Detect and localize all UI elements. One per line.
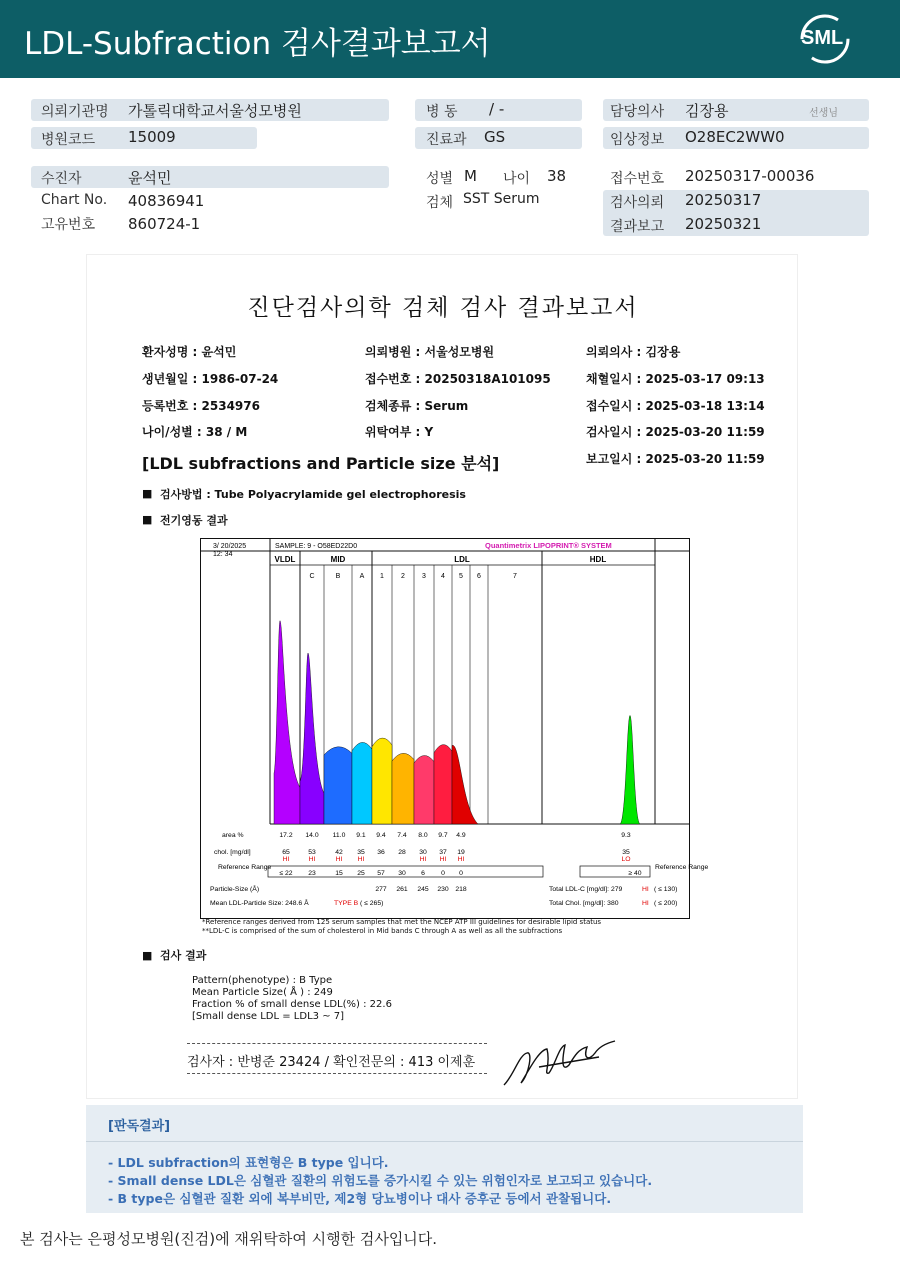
- row-label: Reference Range: [218, 864, 272, 871]
- ref-value: 57: [377, 870, 385, 877]
- ref-value: 25: [357, 870, 365, 877]
- ref-value: 15: [335, 870, 343, 877]
- area-value: 9.4: [376, 832, 386, 839]
- ref-value: 23: [308, 870, 316, 877]
- type-b: TYPE B: [334, 900, 359, 907]
- doctor-suffix: 선생님: [809, 108, 838, 119]
- report-field: 등록번호 : 2534976: [142, 399, 260, 413]
- band-label: 7: [513, 573, 517, 580]
- total-ldl-c: Total LDL-C [mg/dl]: 279: [549, 886, 623, 893]
- code-value: 15009: [128, 128, 176, 146]
- group-label: HDL: [589, 555, 607, 564]
- group-label: LDL: [454, 555, 470, 564]
- flag-value: HI: [357, 856, 365, 863]
- method-text: 검사방법 : Tube Polyacrylamide gel electrophoresis: [160, 488, 466, 501]
- band-label: 5: [459, 573, 463, 580]
- result-bullet: ■: [142, 949, 153, 962]
- receipt-label: 접수번호: [610, 171, 665, 187]
- row-label: area %: [222, 832, 244, 839]
- chol-value: 36: [377, 849, 385, 856]
- ref-value: 0: [441, 870, 445, 877]
- chol-value: 28: [398, 849, 406, 856]
- report-label: 결과보고: [610, 219, 665, 235]
- flag-value: HI: [419, 856, 427, 863]
- chart-title: Quantimetrix LIPOPRINT® SYSTEM: [485, 541, 612, 550]
- footnote: *Reference ranges derived from 125 serum samples that met the NCEP ATP III guidelines for desirable lipid status: [202, 918, 602, 926]
- method-bullet: ■: [142, 487, 153, 500]
- clinical-label: 임상정보: [610, 132, 665, 148]
- chol-value: 35: [357, 849, 365, 856]
- chol-value: 42: [335, 849, 343, 856]
- result-line: Mean Particle Size( Å ) : 249: [192, 987, 333, 998]
- lipoprint-chart: [200, 538, 709, 938]
- type-b-ref: ( ≤ 265): [360, 900, 384, 907]
- chart-time: 12: 34: [213, 551, 233, 558]
- band-label: C: [309, 573, 315, 580]
- result-heading: 검사 결과: [160, 949, 207, 962]
- group-label: MID: [330, 555, 346, 564]
- report-field: 검사일시 : 2025-03-20 11:59: [586, 425, 765, 439]
- chol-value: 35: [622, 849, 630, 856]
- ward-label: 병 동: [426, 104, 458, 120]
- report-subtitle: [LDL subfractions and Particle size 분석]: [142, 454, 500, 473]
- dept-label: 진료과: [426, 132, 467, 148]
- band-label: 6: [477, 573, 481, 580]
- mean-ldl-size: Mean LDL-Particle Size: 248.6 Å: [210, 900, 309, 907]
- area-value: 14.0: [305, 832, 319, 839]
- chol-value: 53: [308, 849, 316, 856]
- id-label: 고유번호: [41, 217, 96, 233]
- report-value: 20250321: [685, 215, 762, 233]
- embedded-report: [86, 254, 798, 1099]
- flag-value: LO: [621, 856, 631, 863]
- dept-value: GS: [484, 128, 506, 146]
- total-ldl-ref: ( ≤ 130): [654, 886, 678, 893]
- particle-size: 218: [455, 886, 467, 893]
- total-chol: Total Chol. [mg/dl]: 380: [549, 900, 619, 907]
- group-label: VLDL: [274, 555, 296, 564]
- request-value: 20250317: [685, 191, 762, 209]
- peak-4: [434, 745, 452, 824]
- peak-2: [392, 753, 414, 824]
- total-ldl-flag: HI: [642, 886, 649, 893]
- result-line: Fraction % of small dense LDL(%) : 22.6: [192, 999, 392, 1010]
- row-label: chol. [mg/dl]: [214, 849, 251, 856]
- ref-value: 30: [398, 870, 406, 877]
- particle-size: 277: [375, 886, 387, 893]
- report-field: 생년월일 : 1986-07-24: [142, 372, 279, 386]
- electro-bullet: ■: [142, 513, 153, 526]
- specimen-value: SST Serum: [463, 191, 540, 207]
- band-label: A: [359, 573, 365, 580]
- sex-value: M: [464, 167, 477, 185]
- flag-value: HI: [282, 856, 290, 863]
- chart-label: Chart No.: [41, 192, 108, 208]
- area-value: 8.0: [418, 832, 428, 839]
- report-field: 의뢰의사 : 김장용: [586, 345, 681, 359]
- electro-heading: 전기영동 결과: [160, 514, 228, 527]
- header-bar: [0, 0, 900, 78]
- chart-value: 40836941: [128, 192, 205, 210]
- logo-text: SML: [801, 27, 844, 49]
- area-value: 7.4: [397, 832, 407, 839]
- judgement-item: - B type은 심혈관 질환 외에 복부비만, 제2형 당뇨병이나 대사 증후군 등에서 관찰됩니다.: [108, 1191, 612, 1206]
- age-value: 38: [547, 167, 567, 185]
- area-value: 17.2: [279, 832, 293, 839]
- area-value: 9.3: [621, 832, 631, 839]
- footnote: **LDL-C is comprised of the sum of cholesterol in Mid bands C through A as well as all the subfractions: [202, 927, 563, 935]
- judgement-item: - Small dense LDL은 심혈관 질환의 위험도를 증가시킬 수 있는 위험인자로 보고되고 있습니다.: [108, 1173, 653, 1188]
- chart-sample: SAMPLE: 9 - O58ED22D0: [275, 543, 358, 550]
- report-field: 의뢰병원 : 서울성모병원: [365, 345, 495, 359]
- report-field: 접수번호 : 20250318A101095: [365, 372, 551, 386]
- chol-value: 37: [439, 849, 447, 856]
- sex-label: 성별: [426, 171, 454, 187]
- area-value: 11.0: [332, 832, 346, 839]
- judgement-title: [판독결과]: [108, 1119, 171, 1134]
- particle-size: 261: [396, 886, 408, 893]
- patient-value: 윤석민: [128, 169, 172, 187]
- report-field: 접수일시 : 2025-03-18 13:14: [586, 399, 765, 413]
- footer-note: 본 검사는 은평성모병원(진검)에 재위탁하여 시행한 검사입니다.: [20, 1230, 438, 1248]
- band-label: 4: [441, 573, 445, 580]
- ref-value: 0: [459, 870, 463, 877]
- report-field: 보고일시 : 2025-03-20 11:59: [586, 452, 765, 466]
- ref-value: ≥ 40: [628, 870, 642, 877]
- flag-value: HI: [308, 856, 316, 863]
- chol-value: 19: [457, 849, 465, 856]
- code-label: 병원코드: [41, 132, 96, 148]
- report-field: 위탁여부 : Y: [365, 425, 434, 439]
- institution-value: 가톨릭대학교서울성모병원: [128, 102, 302, 120]
- particle-size: 230: [437, 886, 449, 893]
- request-label: 검사의뢰: [610, 195, 665, 211]
- area-value: 4.9: [456, 832, 466, 839]
- band-label: 3: [422, 573, 426, 580]
- patient-label: 수진자: [41, 171, 82, 187]
- chol-value: 65: [282, 849, 290, 856]
- page-title: LDL-Subfraction 검사결과보고서: [24, 26, 491, 62]
- row-label: Particle-Size (Å): [210, 886, 260, 893]
- report-field: 나이/성별 : 38 / M: [142, 425, 248, 439]
- row-label: Reference Range: [655, 864, 709, 871]
- judgement-panel: [86, 1105, 803, 1213]
- chol-value: 30: [419, 849, 427, 856]
- chart-date: 3/ 20/2025: [213, 543, 247, 550]
- doctor-label: 담당의사: [610, 104, 665, 120]
- flag-value: HI: [439, 856, 447, 863]
- area-value: 9.1: [356, 832, 366, 839]
- band-label: 1: [380, 573, 384, 580]
- peak-3: [414, 755, 434, 824]
- ward-value: / -: [489, 100, 505, 118]
- sml-logo: [796, 12, 854, 66]
- ref-value: 6: [421, 870, 425, 877]
- report-field: 검체종류 : Serum: [365, 399, 469, 413]
- report-title: 진단검사의학 검체 검사 결과보고서: [247, 295, 639, 321]
- specimen-label: 검체: [426, 195, 454, 211]
- band-label: B: [335, 573, 341, 580]
- report-field: 채혈일시 : 2025-03-17 09:13: [586, 372, 765, 386]
- result-line: [Small dense LDL = LDL3 ~ 7]: [192, 1011, 345, 1022]
- ref-value: ≤ 22: [279, 870, 293, 877]
- clinical-value: O28EC2WW0: [685, 128, 785, 146]
- age-label: 나이: [503, 171, 531, 187]
- area-value: 9.7: [438, 832, 448, 839]
- signature-mark: [499, 1035, 619, 1095]
- peak-1: [372, 738, 392, 824]
- id-value: 860724-1: [128, 215, 201, 233]
- signature-line: 검사자 : 반병준 23424 / 확인전문의 : 413 이제훈: [187, 1055, 476, 1070]
- result-line: Pattern(phenotype) : B Type: [192, 975, 333, 986]
- flag-value: HI: [335, 856, 343, 863]
- judgement-item: - LDL subfraction의 표현형은 B type 입니다.: [108, 1155, 389, 1170]
- institution-label: 의뢰기관명: [41, 104, 109, 120]
- doctor-value: 김장용: [685, 102, 729, 120]
- total-chol-flag: HI: [642, 900, 649, 907]
- peak-A: [352, 742, 372, 824]
- receipt-value: 20250317-00036: [685, 167, 815, 185]
- flag-value: HI: [457, 856, 465, 863]
- particle-size: 245: [417, 886, 429, 893]
- report-field: 환자성명 : 윤석민: [142, 345, 237, 359]
- peak-B: [324, 747, 352, 824]
- total-chol-ref: ( ≤ 200): [654, 900, 678, 907]
- band-label: 2: [401, 573, 405, 580]
